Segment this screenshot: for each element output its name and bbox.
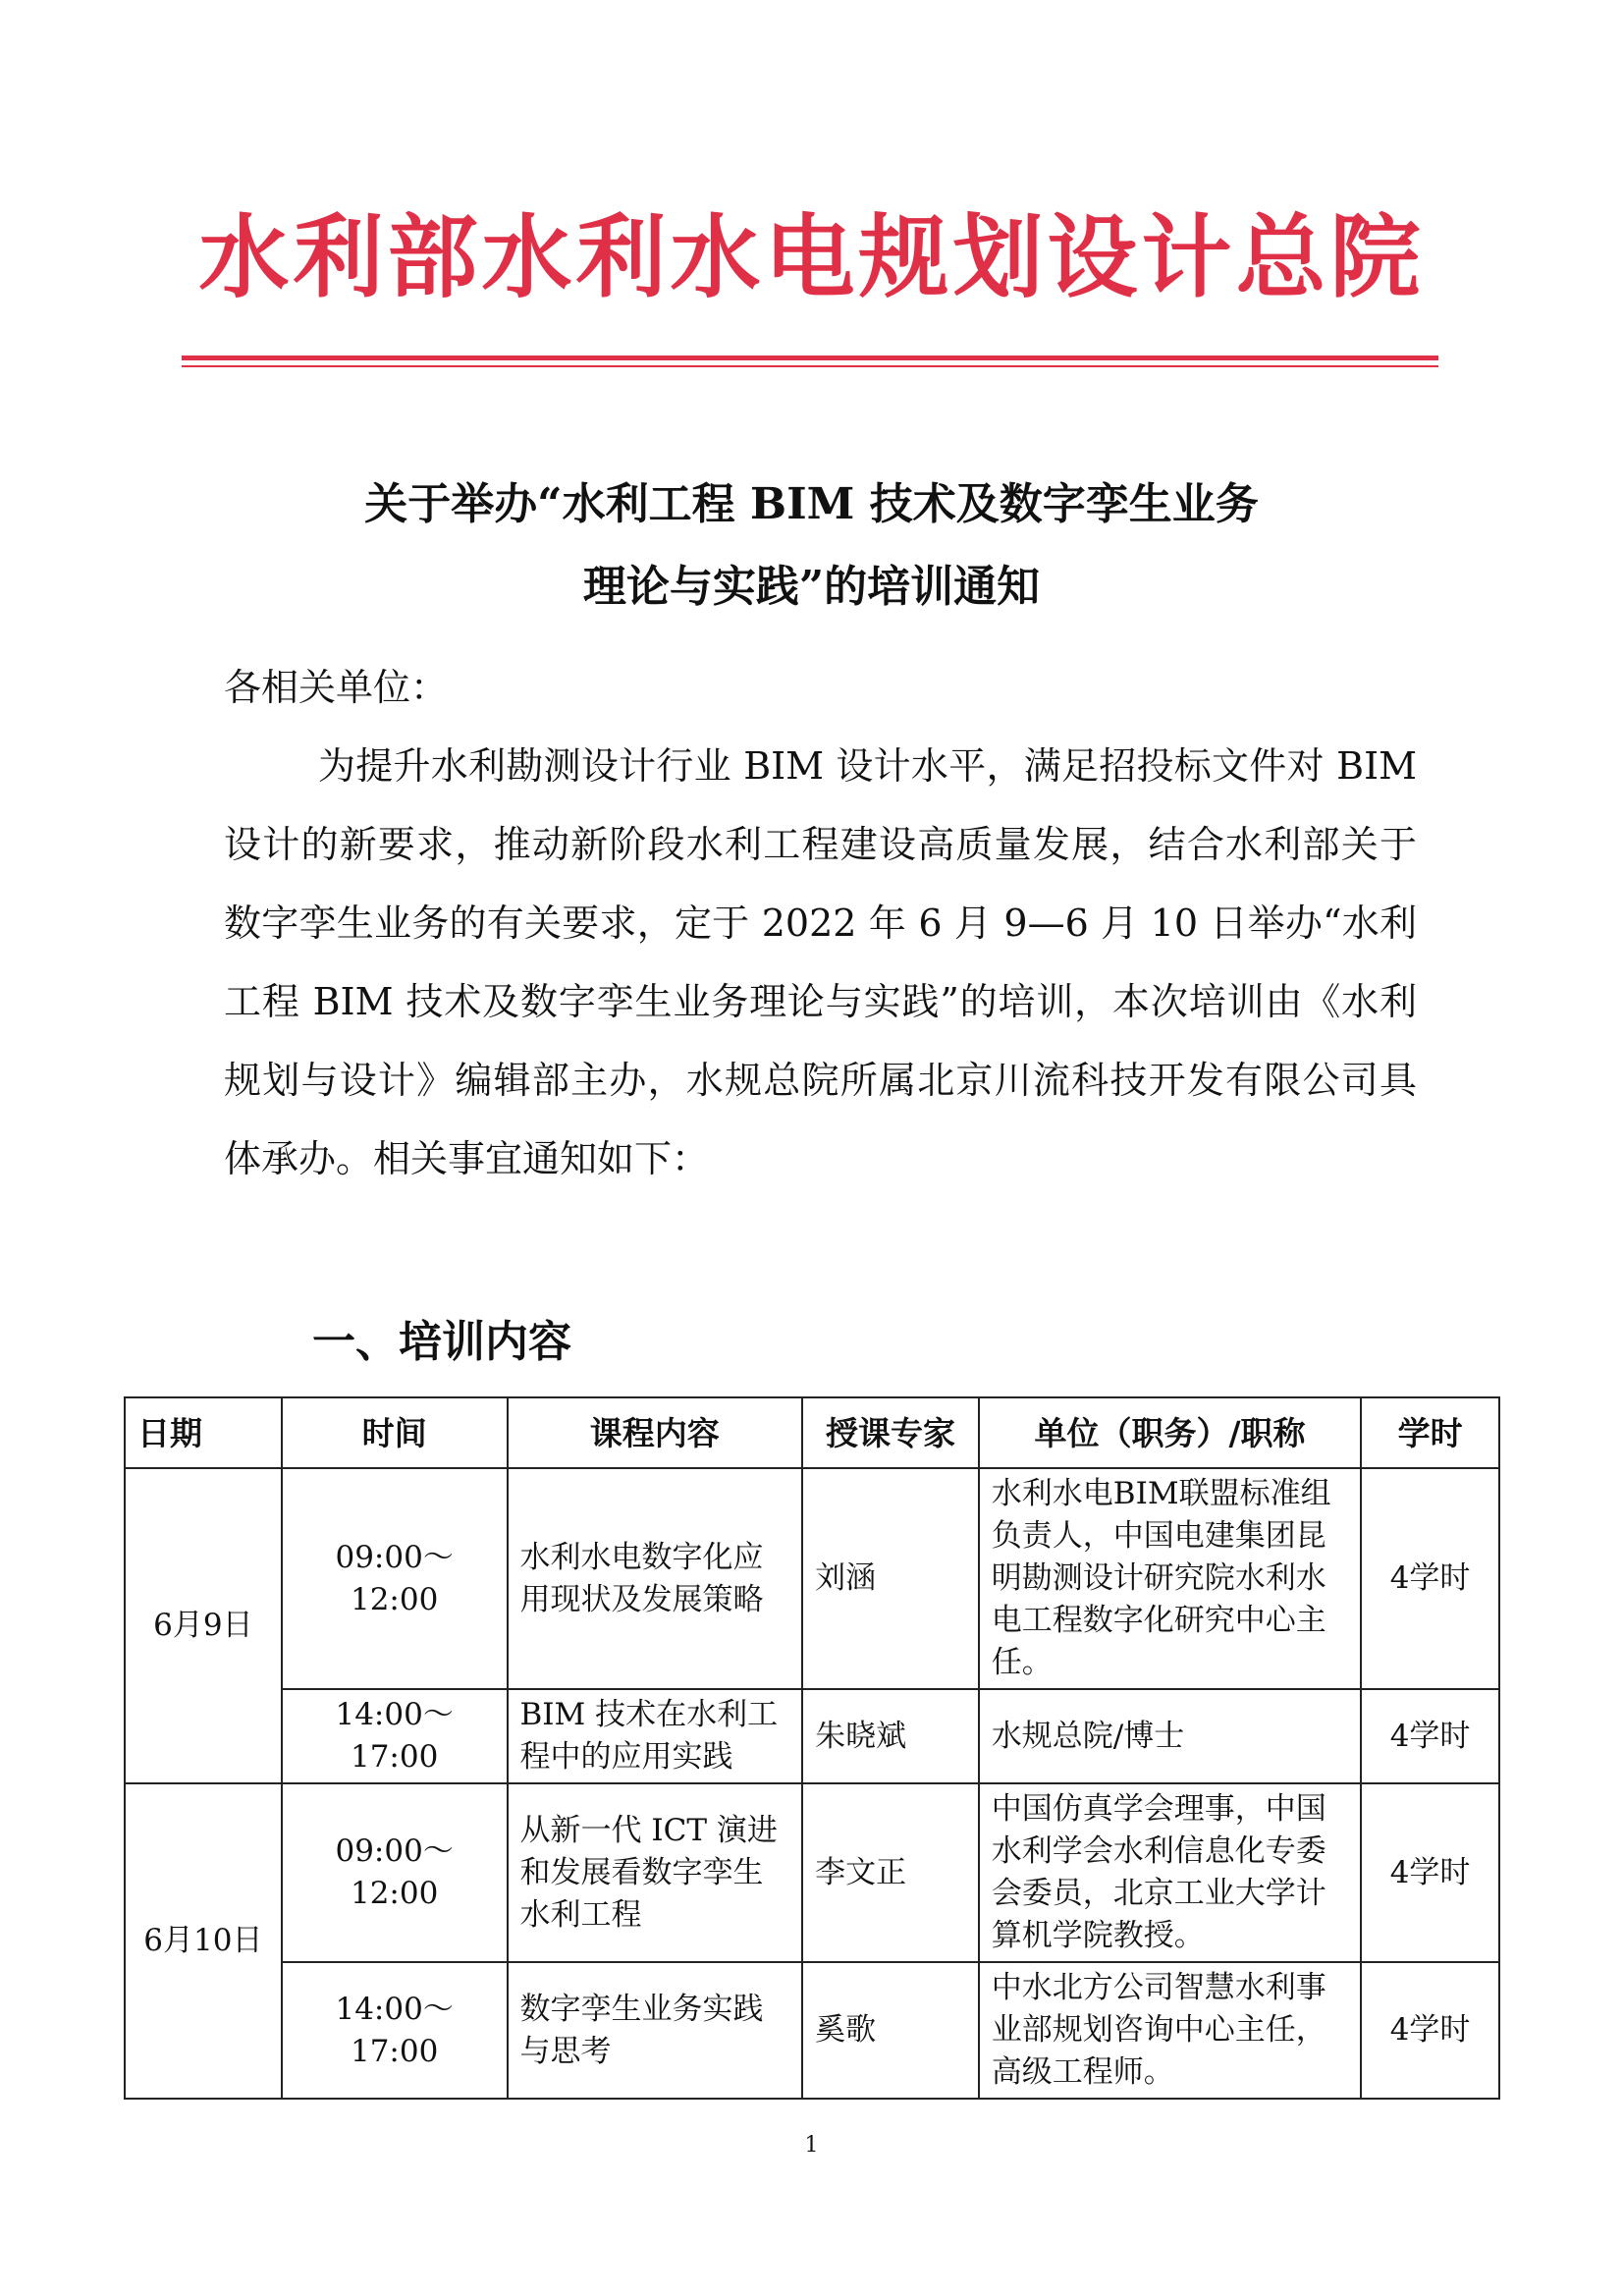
intro-paragraph: 为提升水利勘测设计行业 BIM 设计水平，满足招投标文件对 BIM 设计的新要求，推动新阶段水利工程建设高质量发展，结合水利部关于数字孪生业务的有关要求，定于 2022 年 6 月 9—6 月 10 日举办“水利工程 BIM 技术及数字孪生业务理论与实践”的培训，本次培训由《水利规划与设计》编辑部主办，水规总院所属北京川流科技开发有限公司具体承办。相关事宜通知如下： — [224, 744, 1417, 1180]
header-affiliation: 单位（职务）/职称 — [979, 1397, 1361, 1468]
hours-cell: 4学时 — [1361, 1468, 1499, 1689]
header-date: 日期 — [125, 1397, 282, 1468]
header-course: 课程内容 — [508, 1397, 803, 1468]
date-cell: 6月10日 — [125, 1783, 282, 2099]
notice-title-line-1: 关于举办“水利工程 BIM 技术及数字孪生业务 — [364, 479, 1259, 529]
time-cell: 14:00～17:00 — [282, 1962, 508, 2099]
letterhead-org-name: 水利部水利水电规划设计总院 — [198, 204, 1425, 310]
section-heading-training-content: 一、培训内容 — [312, 1317, 571, 1367]
time-cell: 09:00～12:00 — [282, 1783, 508, 1962]
header-time: 时间 — [282, 1397, 508, 1468]
course-cell: 数字孪生业务实践与思考 — [508, 1962, 803, 2099]
lecturer-cell: 朱晓斌 — [802, 1689, 979, 1783]
affiliation-cell: 中国仿真学会理事，中国水利学会水利信息化专委会委员，北京工业大学计算机学院教授。 — [979, 1783, 1361, 1962]
lecturer-cell: 奚歌 — [802, 1962, 979, 2099]
table-header-row — [125, 1397, 1499, 1468]
hours-cell: 4学时 — [1361, 1962, 1499, 2099]
time-cell: 14:00～17:00 — [282, 1689, 508, 1783]
training-schedule-table — [124, 1396, 1500, 2100]
hours-cell: 4学时 — [1361, 1783, 1499, 1962]
table-row — [125, 1689, 1499, 1783]
course-cell: 水利水电数字化应用现状及发展策略 — [508, 1468, 803, 1689]
table-row — [125, 1468, 1499, 1689]
affiliation-cell: 水利水电BIM联盟标准组负责人，中国电建集团昆明勘测设计研究院水利水电工程数字化研究中心主任。 — [979, 1468, 1361, 1689]
time-cell: 09:00～12:00 — [282, 1468, 508, 1689]
table-row — [125, 1783, 1499, 1962]
header-lecturer: 授课专家 — [802, 1397, 979, 1468]
notice-title-line-2: 理论与实践”的培训通知 — [582, 562, 1041, 612]
affiliation-cell: 水规总院/博士 — [979, 1689, 1361, 1783]
affiliation-cell: 中水北方公司智慧水利事业部规划咨询中心主任，高级工程师。 — [979, 1962, 1361, 2099]
course-cell: 从新一代 ICT 演进和发展看数字孪生水利工程 — [508, 1783, 803, 1962]
lecturer-cell: 刘涵 — [802, 1468, 979, 1689]
table-row — [125, 1962, 1499, 2099]
salutation: 各相关单位： — [224, 666, 449, 709]
course-cell: BIM 技术在水利工程中的应用实践 — [508, 1689, 803, 1783]
letterhead-red-rule-thick — [182, 355, 1438, 360]
letterhead-red-rule-thin — [182, 365, 1438, 367]
hours-cell: 4学时 — [1361, 1689, 1499, 1783]
date-cell: 6月9日 — [125, 1468, 282, 1783]
page-number: 1 — [804, 2133, 819, 2158]
lecturer-cell: 李文正 — [802, 1783, 979, 1962]
header-hours: 学时 — [1361, 1397, 1499, 1468]
